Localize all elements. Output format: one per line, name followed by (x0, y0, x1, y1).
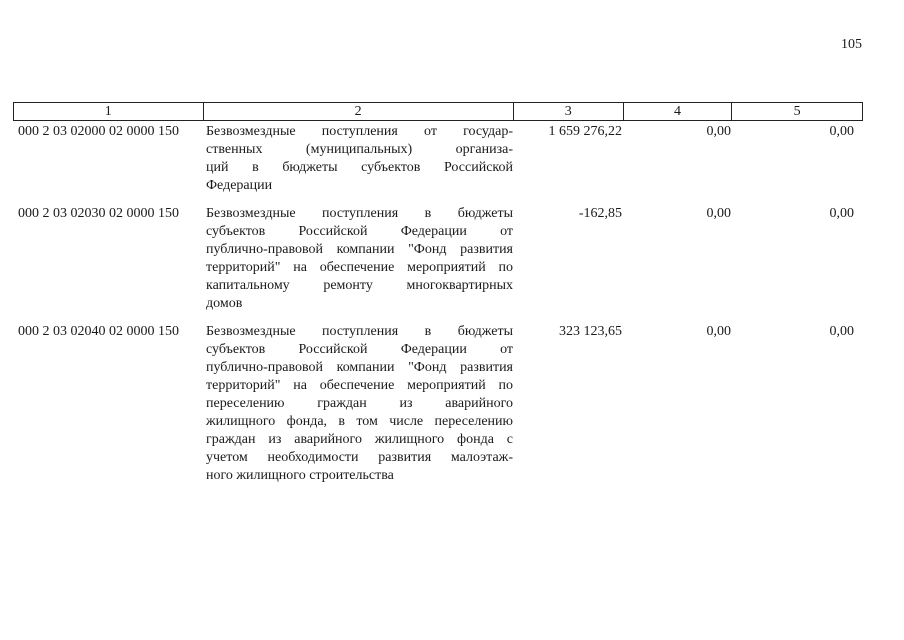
column-header-1: 1 (14, 103, 204, 120)
column-header-3: 3 (514, 103, 624, 120)
description-line: ственных (муниципальных) организа- (206, 142, 513, 157)
row-description (203, 123, 514, 195)
description-line: территорий" на обеспечение мероприятий по (206, 378, 513, 393)
budget-code: 000 2 03 02030 02 0000 150 (18, 206, 179, 221)
description-line: граждан из аварийного жилищного фонда с (206, 432, 513, 447)
description-line: домов (206, 296, 243, 311)
amount-col-3: -162,85 (578, 206, 622, 221)
budget-code: 000 2 03 02000 02 0000 150 (18, 124, 179, 139)
description-line: Безвозмездные поступления от государ- (206, 124, 513, 139)
table-body (13, 123, 863, 495)
description-line: жилищного фонда, в том числе переселению (206, 414, 513, 429)
amount-col-4: 0,00 (706, 124, 731, 139)
row-description (203, 205, 514, 313)
amount-col-5: 0,00 (829, 124, 854, 139)
description-line: Федерации (206, 178, 273, 193)
description-line: территорий" на обеспечение мероприятий по (206, 260, 513, 275)
amount-col-3: 1 659 276,22 (548, 124, 622, 139)
description-line: публично-правовой компании "Фонд развития (206, 242, 513, 257)
table-header (13, 102, 863, 121)
amount-col-4: 0,00 (706, 206, 731, 221)
column-header-2: 2 (204, 103, 514, 120)
row-description (203, 323, 514, 485)
description-line: учетом необходимости развития малоэтаж- (206, 450, 513, 465)
budget-code: 000 2 03 02040 02 0000 150 (18, 324, 179, 339)
table-row (13, 123, 863, 195)
description-line: публично-правовой компании "Фонд развития (206, 360, 513, 375)
description-line: ного жилищного строительства (206, 468, 394, 483)
column-header-4: 4 (624, 103, 733, 120)
description-line: субъектов Российской Федерации от (206, 224, 513, 239)
table-row (13, 323, 863, 485)
description-line: Безвозмездные поступления в бюджеты (206, 324, 513, 339)
table-row (13, 205, 863, 313)
column-header-5: 5 (793, 104, 801, 119)
description-line: субъектов Российской Федерации от (206, 342, 513, 357)
description-line: Безвозмездные поступления в бюджеты (206, 206, 513, 221)
description-line: переселению граждан из аварийного (206, 396, 513, 411)
amount-col-3: 323 123,65 (559, 324, 622, 339)
amount-col-5: 0,00 (829, 206, 854, 221)
description-line: ций в бюджеты субъектов Российской (206, 160, 513, 175)
amount-col-5: 0,00 (829, 324, 854, 339)
page-number: 105 (841, 37, 862, 52)
description-line: капитальному ремонту многоквартирных (206, 278, 513, 293)
amount-col-4: 0,00 (706, 324, 731, 339)
